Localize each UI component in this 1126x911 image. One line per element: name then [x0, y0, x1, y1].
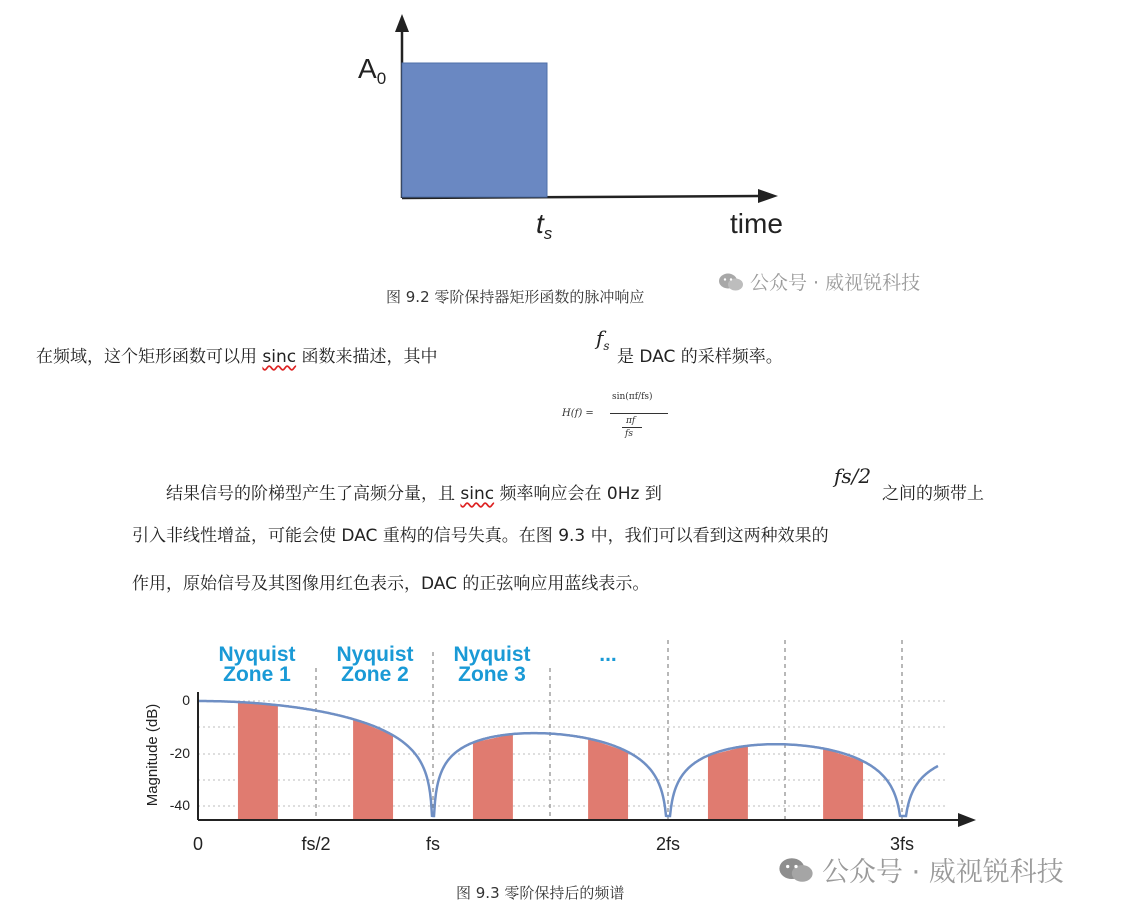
zone-label-2-sub: Zone 2 — [341, 663, 409, 686]
figure-caption: 图 9.3 零阶保持后的频谱 — [456, 884, 625, 902]
fs-variable — [596, 326, 610, 353]
sinc-word: sinc — [262, 347, 297, 367]
figure-caption: 图 9.2 零阶保持器矩形函数的脉冲响应 — [386, 288, 645, 306]
pulse-rect — [402, 63, 547, 197]
x-tick-0: 0 — [192, 834, 204, 854]
text-run: 函数来描述，其中 — [296, 347, 438, 367]
zone-label-2: Nyquist — [336, 643, 414, 666]
x-axis-arrow-icon — [758, 189, 778, 203]
paragraph-line — [166, 479, 662, 504]
y-ticks — [170, 692, 190, 813]
text-run: 频率响应会在 0Hz 到 — [494, 484, 662, 504]
text-run: 结果信号的阶梯型产生了高频分量，且 — [166, 484, 461, 504]
zone-label-3-sub: Zone 3 — [458, 663, 526, 686]
x-axis-arrow-icon — [958, 813, 976, 827]
figure-spectrum — [130, 630, 990, 860]
image-bar-5 — [708, 746, 748, 820]
paragraph-line: 之间的频带上 — [882, 484, 984, 504]
amplitude-label: $A_0$ — [358, 53, 387, 88]
image-bar-4 — [588, 739, 628, 821]
image-bar-3 — [473, 734, 513, 820]
x-tick-3fs: 3fs — [889, 834, 915, 854]
formula-den-top: πf — [626, 416, 636, 426]
zone-label-1: Nyquist — [218, 643, 296, 666]
y-tick-20: -20 — [169, 745, 190, 761]
paragraph-line: 引入非线性增益，可能会使 DAC 重构的信号失真。在图 9.3 中，我们可以看到这两种效果的 — [132, 526, 829, 546]
image-bar-2 — [353, 719, 393, 820]
watermark-text: 公众号 · 威视锐科技 — [822, 857, 1064, 888]
fraction-bar — [610, 413, 668, 414]
y-axis-label: Magnitude (dB) — [144, 703, 161, 807]
paragraph-tail: 是 DAC 的采样频率。 — [617, 347, 783, 367]
paragraph — [36, 342, 438, 367]
zone-label-1-sub: Zone 1 — [223, 663, 291, 686]
zone-label-3: Nyquist — [453, 643, 531, 666]
paragraph-line: 作用，原始信号及其图像用红色表示，DAC 的正弦响应用蓝线表示。 — [132, 574, 650, 594]
formula — [562, 386, 672, 446]
watermark — [718, 268, 920, 295]
fraction-bar-small — [622, 427, 642, 428]
y-tick-40: -40 — [169, 797, 190, 813]
watermark — [778, 850, 1064, 889]
watermark-text: 公众号 · 威视锐科技 — [750, 272, 921, 294]
figure-rect-pulse — [340, 10, 800, 250]
wechat-icon — [718, 272, 744, 292]
text-run: 在频域，这个矩形函数可以用 — [36, 347, 263, 367]
zone-ellipsis: ... — [599, 643, 617, 666]
formula-numerator: sin(πf/fs) — [612, 392, 653, 402]
formula-den-bottom: fs — [625, 429, 633, 439]
fs-half-expr: fs/2 — [834, 464, 872, 488]
image-bar-1 — [238, 702, 278, 820]
x-tick-2fs: 2fs — [655, 834, 681, 854]
time-label: time — [730, 208, 783, 239]
x-tick-fs: fs — [425, 834, 441, 854]
fs-var: f — [596, 326, 604, 350]
zone-labels — [218, 643, 616, 686]
x-tick-fs-half: fs/2 — [301, 834, 331, 854]
formula-lhs: H(f) = — [562, 408, 594, 419]
ts-label: $t_s$ — [536, 208, 553, 243]
wechat-icon — [778, 856, 814, 884]
y-tick-0: 0 — [182, 692, 190, 708]
y-axis-arrow-icon — [395, 14, 409, 32]
fs-sub: s — [603, 339, 610, 353]
sinc-word: sinc — [460, 484, 495, 504]
